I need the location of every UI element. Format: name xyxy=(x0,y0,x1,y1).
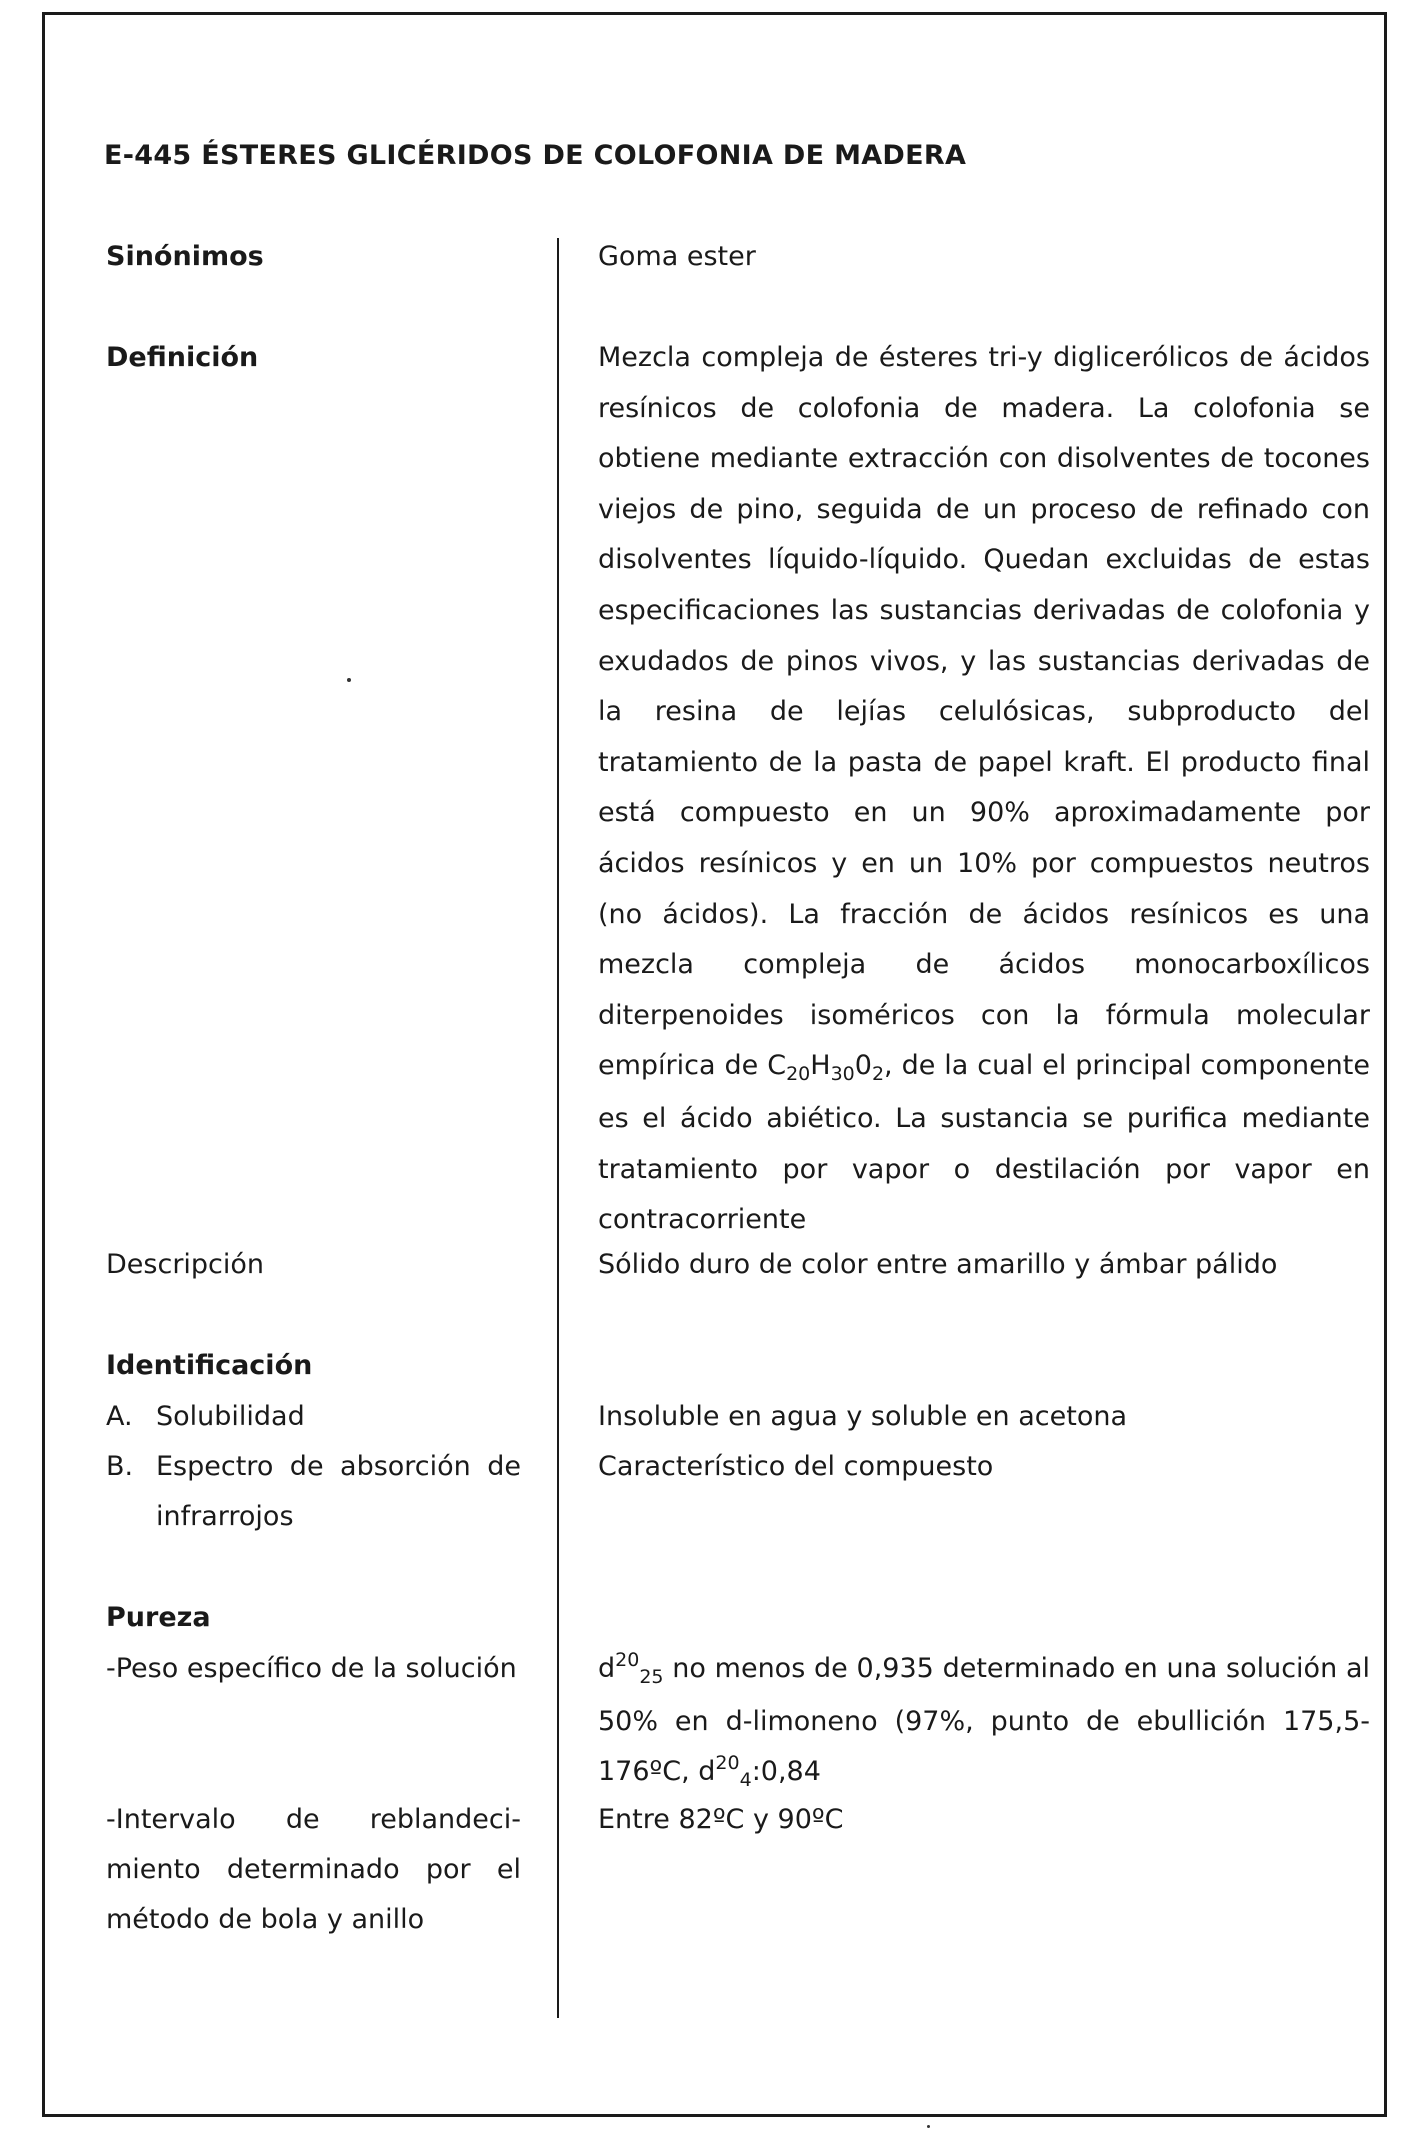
peso-especifico-value: $d^{20}_{25}$ no menos de 0,935 determinado en una solución al 50% en d-limoneno (97%, punto de ebullición 175,5-176ºC, $d^{20}_4:0,84$ xyxy=(598,1649,1370,1792)
sinonimos-value: Goma ester xyxy=(598,241,756,272)
formula: $C_{20}H_{30}0_2$ xyxy=(767,1050,885,1086)
identificacion-item-a xyxy=(106,1392,521,1442)
document-title: E-445 ÉSTERES GLICÉRIDOS DE COLOFONIA DE MADERA xyxy=(104,140,967,171)
column-divider xyxy=(557,238,559,2018)
item-marker: B. xyxy=(106,1451,134,1482)
identificacion-item-b xyxy=(106,1442,521,1542)
definicion-text-before: Mezcla compleja de ésteres tri-y diglicerólicos de ácidos resínicos de colofonia de madera. La colofonia se obtiene mediante extracción con disolventes de tocones viejos de pino, seguida de un proceso de refinado con disolventes líquido-líquido. Quedan excluidas de estas especificaciones las sustancias derivadas de colofonia y exudados de pinos vivos, y las sustancias derivadas de la resina de lejías celulósicas, subproducto del tratamiento de la pasta de papel kraft. El producto final está compuesto en un 90% aproximadamente por ácidos resínicos y en un 10% por compuestos neutros (no ácidos). La fracción de ácidos resínicos es una mezcla compleja de ácidos monocarboxílicos diterpenoides isoméricos con la fórmula molecular empírica de xyxy=(598,342,1370,1082)
identificacion-value-b: Característico del compuesto xyxy=(598,1451,994,1482)
item-label: Solubilidad xyxy=(156,1401,305,1432)
identificacion-label: Identificación xyxy=(106,1350,313,1381)
definicion-text xyxy=(598,333,1370,1246)
descripcion-label: Descripción xyxy=(106,1249,265,1280)
descripcion-value: Sólido duro de color entre amarillo y ámbar pálido xyxy=(598,1249,1278,1280)
sinonimos-label: Sinónimos xyxy=(106,241,264,272)
item-label: Espectro de absorción de infrarrojos xyxy=(156,1451,521,1532)
peso-especifico-label: -Peso específico de la solución xyxy=(106,1653,517,1684)
scan-speck xyxy=(927,2125,930,2128)
pureza-label: Pureza xyxy=(106,1602,211,1633)
intervalo-value: Entre 82ºC y 90ºC xyxy=(598,1804,844,1835)
definicion-text-after: , de la cual el principal componente es el ácido abiético. La sustancia se purifica mediante tratamiento por vapor o destilación por vapor en contracorriente xyxy=(598,1050,1370,1236)
scan-speck xyxy=(347,678,351,682)
definicion-label: Definición xyxy=(106,342,259,373)
identificacion-value-a: Insoluble en agua y soluble en acetona xyxy=(598,1401,1128,1432)
intervalo-label: -Intervalo de reblandeci-miento determinado por el método de bola y anillo xyxy=(106,1804,521,1935)
item-marker: A. xyxy=(106,1401,133,1432)
